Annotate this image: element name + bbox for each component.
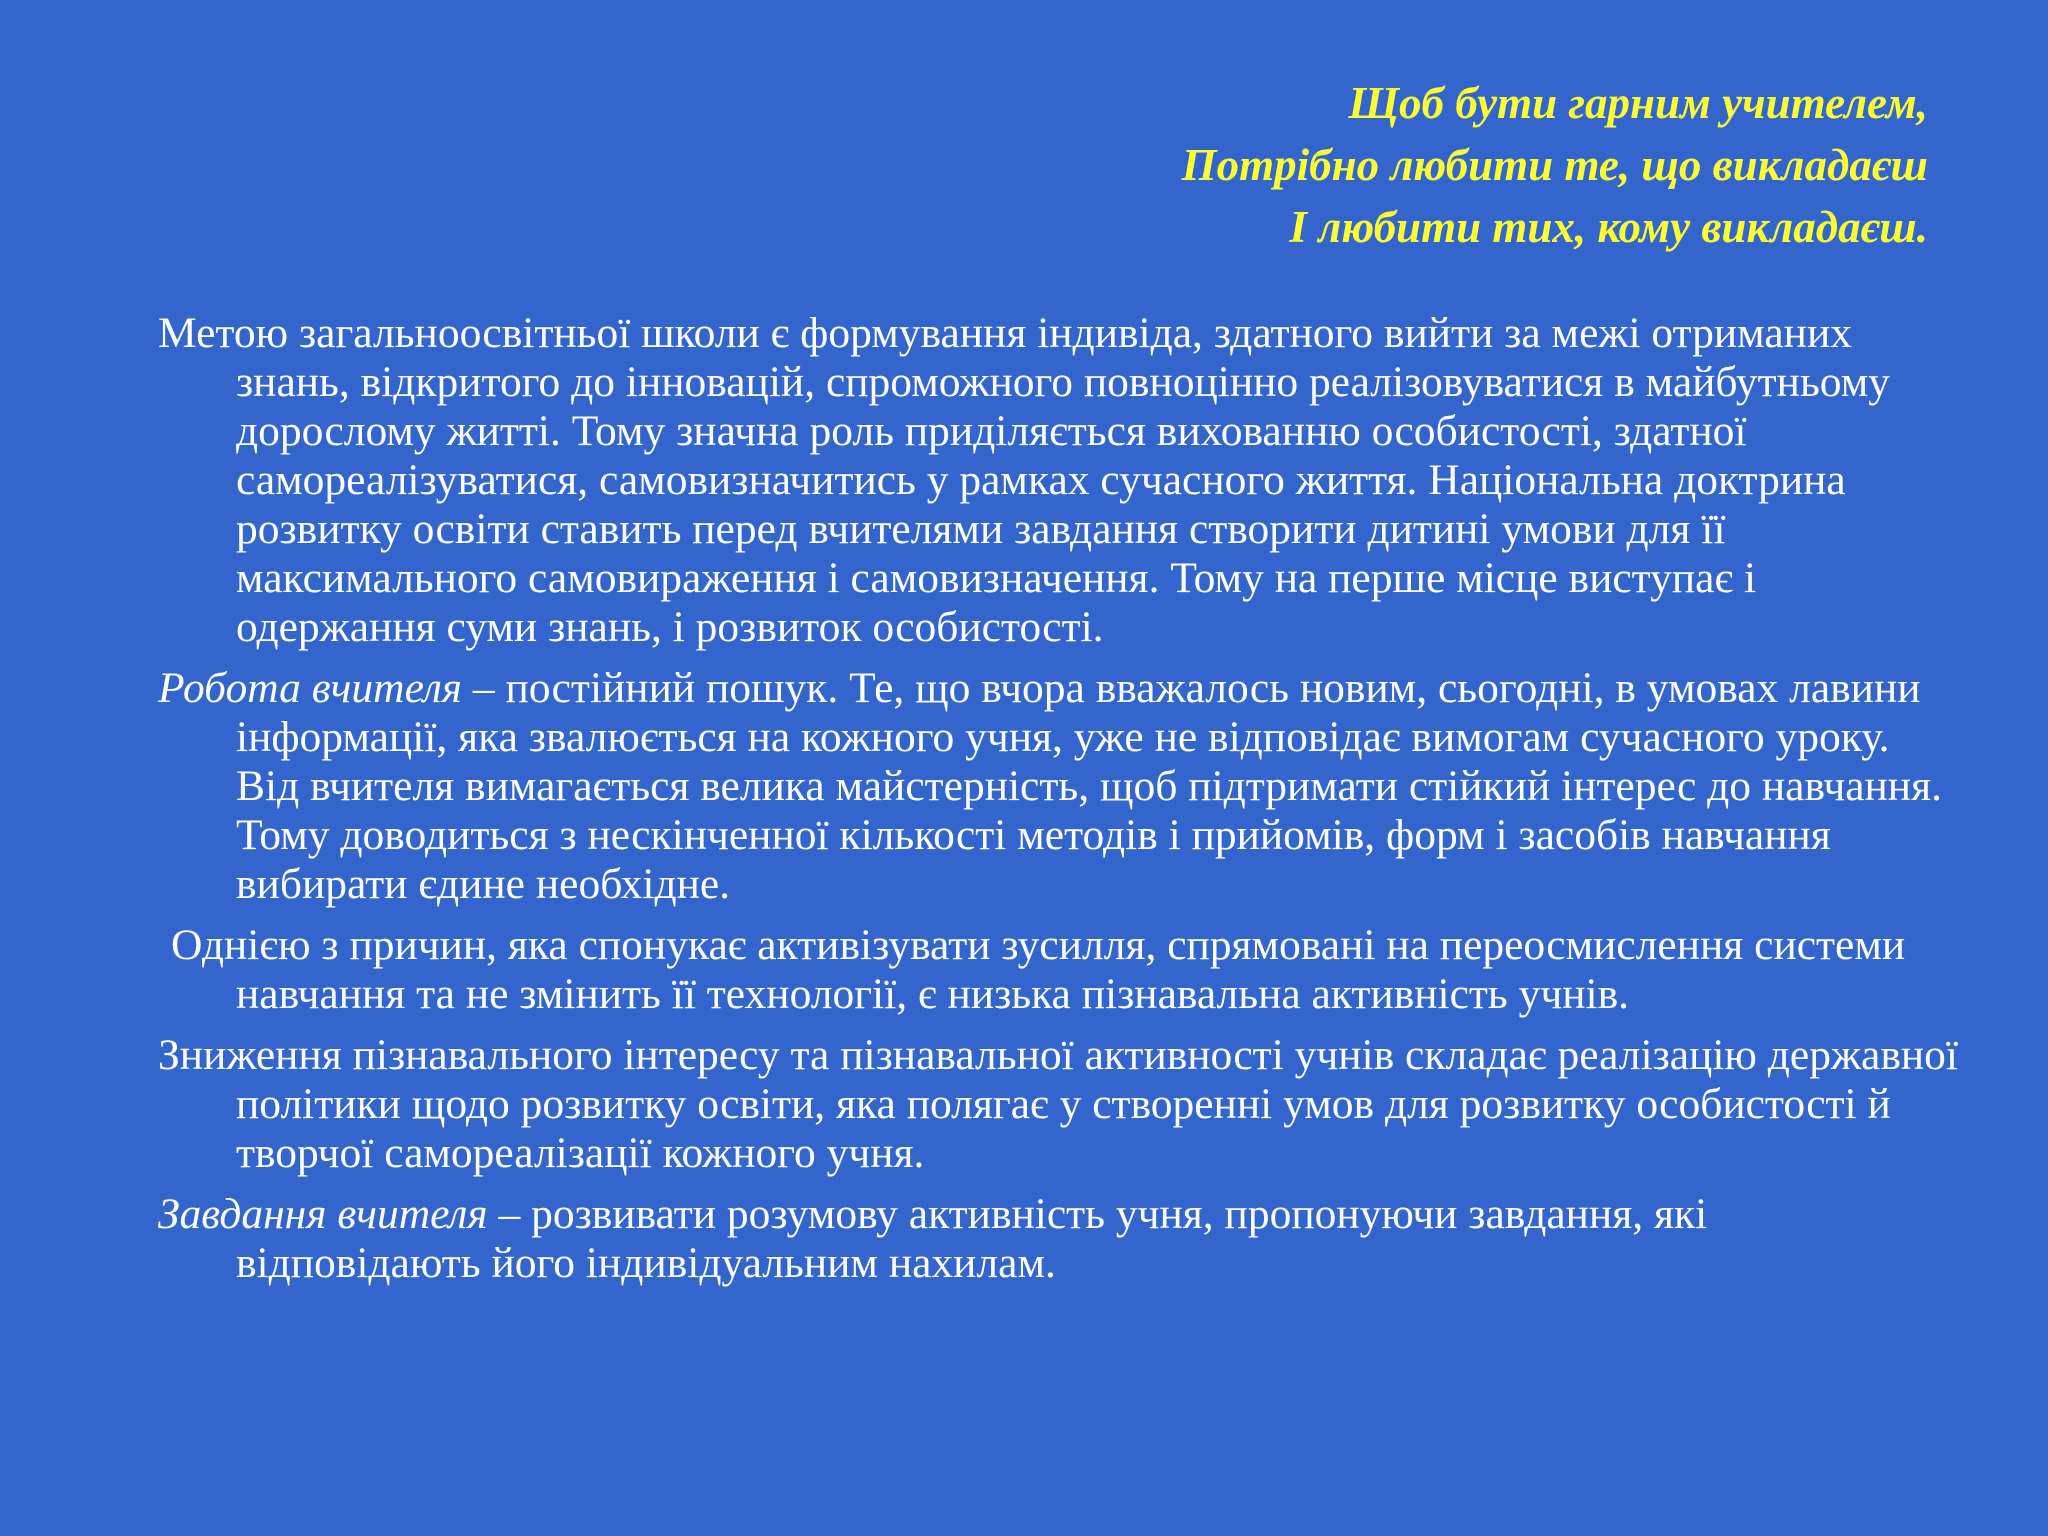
paragraph-teacher-work bbox=[158, 664, 1958, 909]
paragraph-lead: Завдання вчителя bbox=[158, 1190, 488, 1238]
paragraph-reason bbox=[158, 921, 1958, 1019]
paragraph-teacher-task bbox=[158, 1190, 1958, 1288]
epigraph bbox=[728, 72, 1928, 258]
paragraph-school-goal bbox=[158, 309, 1958, 652]
paragraph-decline bbox=[158, 1031, 1958, 1178]
paragraph-text: Метою загальноосвітньої школи є формування індивіда, здатного вийти за межі отриманих знань, відкритого до інновацій, спроможного повноцінно реалізовуватися в майбутньому дорослому житті. Тому значна роль приділяється вихованню особистості, здатної самореалізуватися, самовизначитись у рамках сучасного життя. Національна доктрина розвитку освіти ставить перед вчителями завдання створити дитині умови для її максимального самовираження і самовизначення. Тому на перше місце виступає і одержання суми знань, і розвиток особистості. bbox=[158, 309, 1890, 651]
paragraph-text: Однією з причин, яка спонукає активізувати зусилля, спрямовані на переосмислення системи навчання та не змінить її технології, є низька пізнавальна активність учнів. bbox=[171, 921, 1906, 1018]
epigraph-line-3: І любити тих, кому викладаєш. bbox=[1289, 202, 1928, 252]
paragraph-lead: Робота вчителя bbox=[158, 664, 463, 712]
epigraph-line-1: Щоб бути гарним учителем, bbox=[1348, 78, 1928, 128]
body-text bbox=[158, 309, 1958, 1300]
paragraph-text: – постійний пошук. Те, що вчора вважалось новим, сьогодні, в умовах лавини інформації, яка звалюється на кожного учня, уже не відповідає вимогам сучасного уроку. Від вчителя вимагається велика майстерність, щоб підтримати стійкий інтерес до навчання. Тому доводиться з нескінченної кількості методів і прийомів, форм і засобів навчання вибирати єдине необхідне. bbox=[236, 664, 1942, 908]
paragraph-text: – розвивати розумову активність учня, пропонуючи завдання, які відповідають його індивідуальним нахилам. bbox=[236, 1190, 1708, 1287]
paragraph-text: Зниження пізнавального інтересу та пізнавальної активності учнів складає реалізацію державної політики щодо розвитку освіти, яка полягає у створенні умов для розвитку особистості й творчої самореалізації кожного учня. bbox=[158, 1031, 1959, 1177]
epigraph-line-2: Потрібно любити те, що викладаєш bbox=[1181, 140, 1928, 190]
